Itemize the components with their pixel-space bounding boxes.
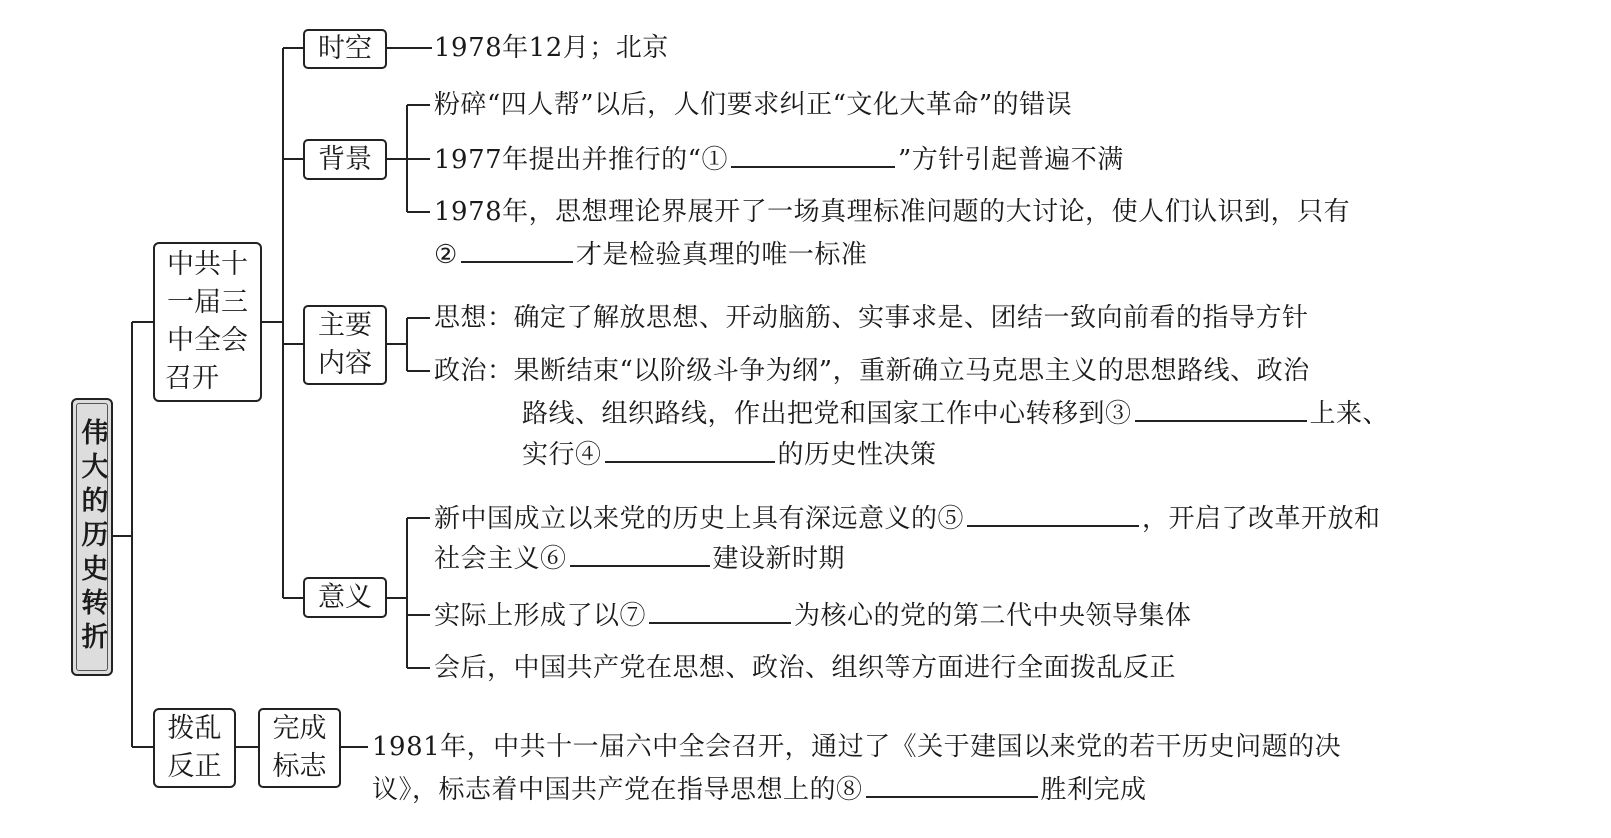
content-politics-line2: 路线、组织路线，作出把党和国家工作中心转移到③ 上来、: [522, 396, 1389, 431]
background-item-3-line2: ② 才是检验真理的唯一标准: [434, 237, 867, 272]
completion-line2: 议》，标志着中国共产党在指导思想上的⑧ 胜利完成: [372, 772, 1147, 807]
blank-5[interactable]: [967, 501, 1139, 527]
content-label-line1: 主要: [318, 310, 372, 341]
meeting-label-line4: 召开: [165, 363, 219, 394]
blank-2[interactable]: [461, 237, 573, 263]
meeting-label-line3: 中全会: [167, 325, 248, 356]
blank-6[interactable]: [570, 541, 710, 567]
correction-node: [153, 708, 236, 788]
root-connector: [113, 322, 153, 747]
background-item-3-line1: 1978年，思想理论界展开了一场真理标准问题的大讨论，使人们认识到，只有: [434, 197, 1351, 227]
content-politics-line3: 实行④ 的历史性决策: [522, 437, 937, 472]
blank-7[interactable]: [649, 598, 791, 624]
significance-item-1-line2: 社会主义⑥ 建设新时期: [434, 541, 845, 576]
significance-item-3: 会后，中国共产党在思想、政治、组织等方面进行全面拨乱反正: [434, 653, 1177, 683]
content-thought: 思想：确定了解放思想、开动脑筋、实事求是、团结一致向前看的指导方针: [434, 303, 1309, 333]
blank-1[interactable]: [731, 142, 895, 168]
content-node: [303, 305, 387, 385]
background-item-1: 粉碎“四人帮”以后，人们要求纠正“文化大革命”的错误: [434, 90, 1073, 120]
completion-node: [258, 708, 341, 788]
background-label: 背景: [318, 143, 372, 175]
significance-node: [303, 577, 387, 618]
root-node: [71, 398, 113, 676]
background-node: [303, 139, 387, 180]
blank-8[interactable]: [866, 772, 1038, 798]
meeting-node: [153, 242, 262, 402]
content-connector: [387, 318, 430, 371]
meeting-label-line2: 一届三: [167, 287, 248, 318]
significance-item-2: 实际上形成了以⑦ 为核心的党的第二代中央领导集体: [434, 598, 1192, 633]
content-label-line2: 内容: [318, 348, 372, 379]
completion-line1: 1981年，中共十一届六中全会召开，通过了《关于建国以来党的若干历史问题的决: [372, 732, 1342, 762]
background-connector: [387, 105, 430, 212]
meeting-label-line1: 中共十: [167, 249, 248, 280]
significance-connector: [387, 518, 430, 668]
content-politics-line1: 政治：果断结束“以阶级斗争为纲”，重新确立马克思主义的思想路线、政治: [434, 356, 1310, 386]
significance-item-1-line1: 新中国成立以来党的历史上具有深远意义的⑤ ，开启了改革开放和: [434, 501, 1381, 536]
root-label: 伟大的历史转折: [76, 418, 108, 656]
time-place-node: [303, 29, 387, 69]
time-place-label: 时空: [318, 33, 372, 64]
completion-label-line2: 标志: [272, 751, 327, 782]
correction-label-line1: 拨乱: [167, 713, 222, 744]
background-item-2: 1977年提出并推行的“① ”方针引起普遍不满: [434, 142, 1124, 177]
time-place-text: 1978年12月；北京: [434, 33, 669, 63]
significance-label: 意义: [318, 581, 372, 613]
completion-label-line1: 完成: [272, 713, 327, 744]
correction-label-line2: 反正: [167, 751, 222, 782]
meeting-connector: [262, 48, 303, 598]
blank-4[interactable]: [605, 437, 775, 463]
blank-3[interactable]: [1135, 396, 1307, 422]
